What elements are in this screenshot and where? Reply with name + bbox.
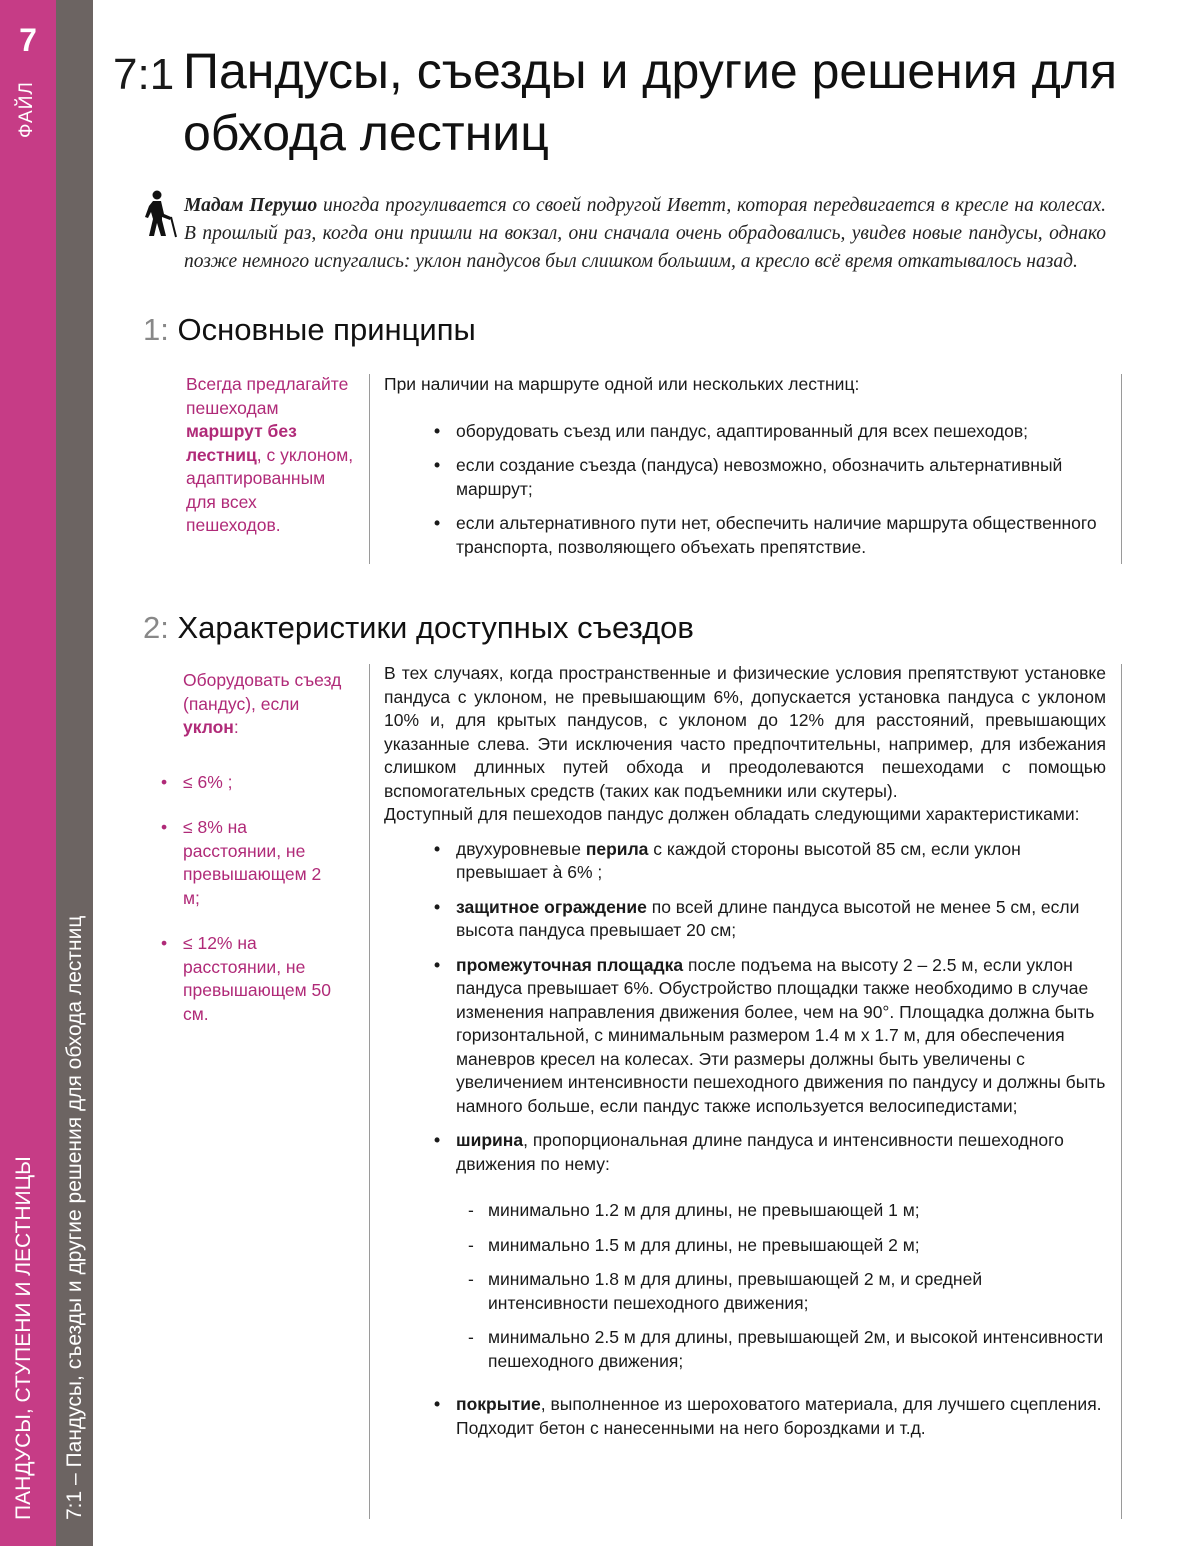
list-item	[384, 420, 1109, 444]
side-list-text: ≤ 8% на расстоянии, не превышающем 2 м;	[183, 817, 322, 908]
side-note-text: , с уклоном, адаптированным для всех пешеходов.	[186, 444, 354, 535]
bullet-icon: •	[434, 896, 441, 917]
section-2-paragraph: Доступный для пешеходов пандус должен обладать следующими характеристиками:	[384, 804, 1080, 824]
bullet-icon: •	[161, 933, 168, 953]
divider-line	[1121, 374, 1122, 564]
list-item	[384, 454, 1109, 501]
list-item	[384, 512, 1109, 559]
bullet-icon: •	[434, 420, 441, 441]
list-item-bold: защитное ограждение	[456, 896, 647, 917]
file-label: ФАЙЛ	[16, 81, 37, 138]
bullet-icon: •	[434, 1130, 441, 1150]
dash-icon: -	[468, 1327, 474, 1347]
sublist-item	[384, 1268, 1106, 1315]
list-item-text: если создание съезда (пандуса) невозможно, обозначить альтернативный маршрут;	[456, 455, 1063, 499]
bullet-icon: •	[161, 771, 168, 792]
section-1-heading	[143, 312, 476, 348]
intro-paragraph	[184, 192, 1106, 276]
sublist-item-text: минимально 2.5 м для длины, превышающей 2м, и высокой интенсивности пешеходного движения;	[488, 1327, 1104, 1371]
sublist-item-text: минимально 1.5 м для длины, не превышающей 2 м;	[488, 1234, 920, 1255]
list-item	[384, 896, 1106, 943]
side-note-text: Всегда предлагайте пешеходам	[186, 374, 349, 418]
side-note-bold: маршрут без лестниц	[186, 421, 297, 465]
side-list-item	[161, 816, 333, 910]
bullet-icon: •	[434, 1394, 441, 1414]
side-list-item	[161, 771, 358, 795]
list-item-text: двухуровневые	[456, 838, 586, 859]
list-item-text: после подъема на высоту 2 – 2.5 м, если уклон пандуса превышает 6%. Обустройство площадки также необходимо в случае изменения направления движения более, чем на 90°. Площадка должна быть горизонтальной, с минимальным размером 1.4 м x 1.7 м, для обеспечения маневров кресел на колесах. Эти размеры должны быть увеличены с увеличением интенсивности пешеходного движения по пандусу и должны быть намного больше, если пандус также используется велосипедистами;	[456, 954, 1106, 1116]
section-2-list-end	[384, 1393, 1106, 1440]
list-item	[384, 954, 1106, 1119]
sublist-item	[384, 1199, 1106, 1223]
width-sublist	[384, 1199, 1106, 1373]
bullet-icon: •	[434, 513, 441, 533]
title-number: 7:1	[113, 50, 175, 99]
side-note-text: :	[233, 717, 239, 737]
dash-icon: -	[468, 1269, 474, 1289]
section-1-lead: При наличии на маршруте одной или нескольких лестниц:	[384, 374, 860, 394]
side-note-text: Оборудовать съезд (пандус), если	[183, 670, 342, 714]
list-item-text: оборудовать съезд или пандус, адаптированный для всех пешеходов;	[456, 420, 1029, 441]
section-1-body	[384, 373, 1109, 559]
section-2-number: 2:	[143, 610, 169, 645]
side-list-text: ≤ 12% на расстоянии, не превышающем 50 см.	[183, 933, 332, 1024]
section-2-list	[384, 838, 1106, 1177]
divider-line	[369, 664, 370, 1519]
section-title-vertical: ПАНДУСЫ, СТУПЕНИ И ЛЕСТНИЦЫ	[12, 1156, 35, 1520]
intro-name: Мадам Перушо	[184, 195, 318, 216]
sublist-item	[384, 1326, 1106, 1373]
list-item-text: , пропорциональная длине пандуса и интенсивности пешеходного движения по нему:	[456, 1130, 1064, 1174]
list-item	[384, 838, 1106, 885]
list-item-bold: покрытие	[456, 1394, 541, 1414]
section-2-side-note	[161, 669, 358, 1048]
divider-line	[1121, 664, 1122, 1519]
list-item-bold: ширина	[456, 1130, 524, 1150]
list-item	[384, 1393, 1106, 1440]
list-item-text: по всей длине пандуса высотой не менее 5 см, если высота пандуса превышает 20 см;	[456, 896, 1080, 940]
bullet-icon: •	[161, 817, 168, 837]
subsection-title-vertical: 7:1 – Пандусы, съезды и другие решения для обхода лестниц	[63, 915, 86, 1520]
pedestrian-with-cane-icon	[144, 190, 178, 238]
section-1-list	[384, 420, 1109, 560]
side-note-bold: уклон	[183, 717, 234, 737]
bullet-icon: •	[434, 455, 441, 475]
bullet-icon: •	[434, 838, 441, 859]
bullet-icon: •	[434, 954, 441, 975]
dash-icon: -	[468, 1200, 474, 1220]
section-1-title: Основные принципы	[177, 312, 476, 347]
list-item-text: с каждой стороны высотой 85 см, если уклон превышает à 6% ;	[456, 838, 1021, 882]
sublist-item-text: минимально 1.8 м для длины, превышающей 2 м, и средней интенсивности пешеходного движения;	[488, 1269, 983, 1313]
divider-line	[369, 374, 370, 564]
dash-icon: -	[468, 1234, 474, 1255]
intro-body: иногда прогуливается со своей подругой Иветт, которая передвигается в кресле на колесах. В прошлый раз, когда они пришли на вокзал, они сначала очень обрадовались, увидев новые пандусы, однако позже немного испугались: уклон пандусов был слишком большим, а кресло всё время откатывалось назад.	[184, 195, 1106, 272]
section-2-title: Характеристики доступных съездов	[177, 610, 694, 645]
sublist-item	[384, 1234, 1106, 1258]
section-2-paragraph: В тех случаях, когда пространственные и физические условия препятствуют установке пандуса с уклоном, не превышающим 6%, допускается установка пандуса с уклоном 10% и, для крытых пандусов, с уклоном до 12% для расстояний, превышающих указанные слева. Эти исключения часто предпочтительны, например, для избежания слишком длинных путей обхода и преодолеваются пешеходами с помощью вспомогательных средств (таких как подъемники или скутеры).	[384, 663, 1106, 801]
section-2-heading	[143, 610, 694, 646]
list-item-bold: перила	[585, 838, 649, 859]
section-1-number: 1:	[143, 312, 169, 347]
list-item-text: если альтернативного пути нет, обеспечить наличие маршрута общественного транспорта, позволяющего объехать препятствие.	[456, 513, 1097, 557]
side-list-text: ≤ 6% ;	[183, 771, 233, 792]
side-note-lead	[183, 669, 358, 740]
section-1-side-note	[186, 373, 356, 538]
page-title: Пандусы, съезды и другие решения для обхода лестниц	[183, 43, 1118, 161]
sublist-item-text: минимально 1.2 м для длины, не превышающей 1 м;	[488, 1200, 920, 1220]
list-item-bold: промежуточная площадка	[456, 954, 684, 975]
section-2-body	[384, 662, 1106, 1440]
chapter-number: 7	[19, 22, 37, 58]
list-item	[384, 1129, 1106, 1176]
side-list-item	[161, 932, 333, 1026]
list-item-text: , выполненное из шероховатого материала, для лучшего сцепления. Подходит бетон с нанесенными на него бороздками и т.д.	[456, 1394, 1102, 1438]
